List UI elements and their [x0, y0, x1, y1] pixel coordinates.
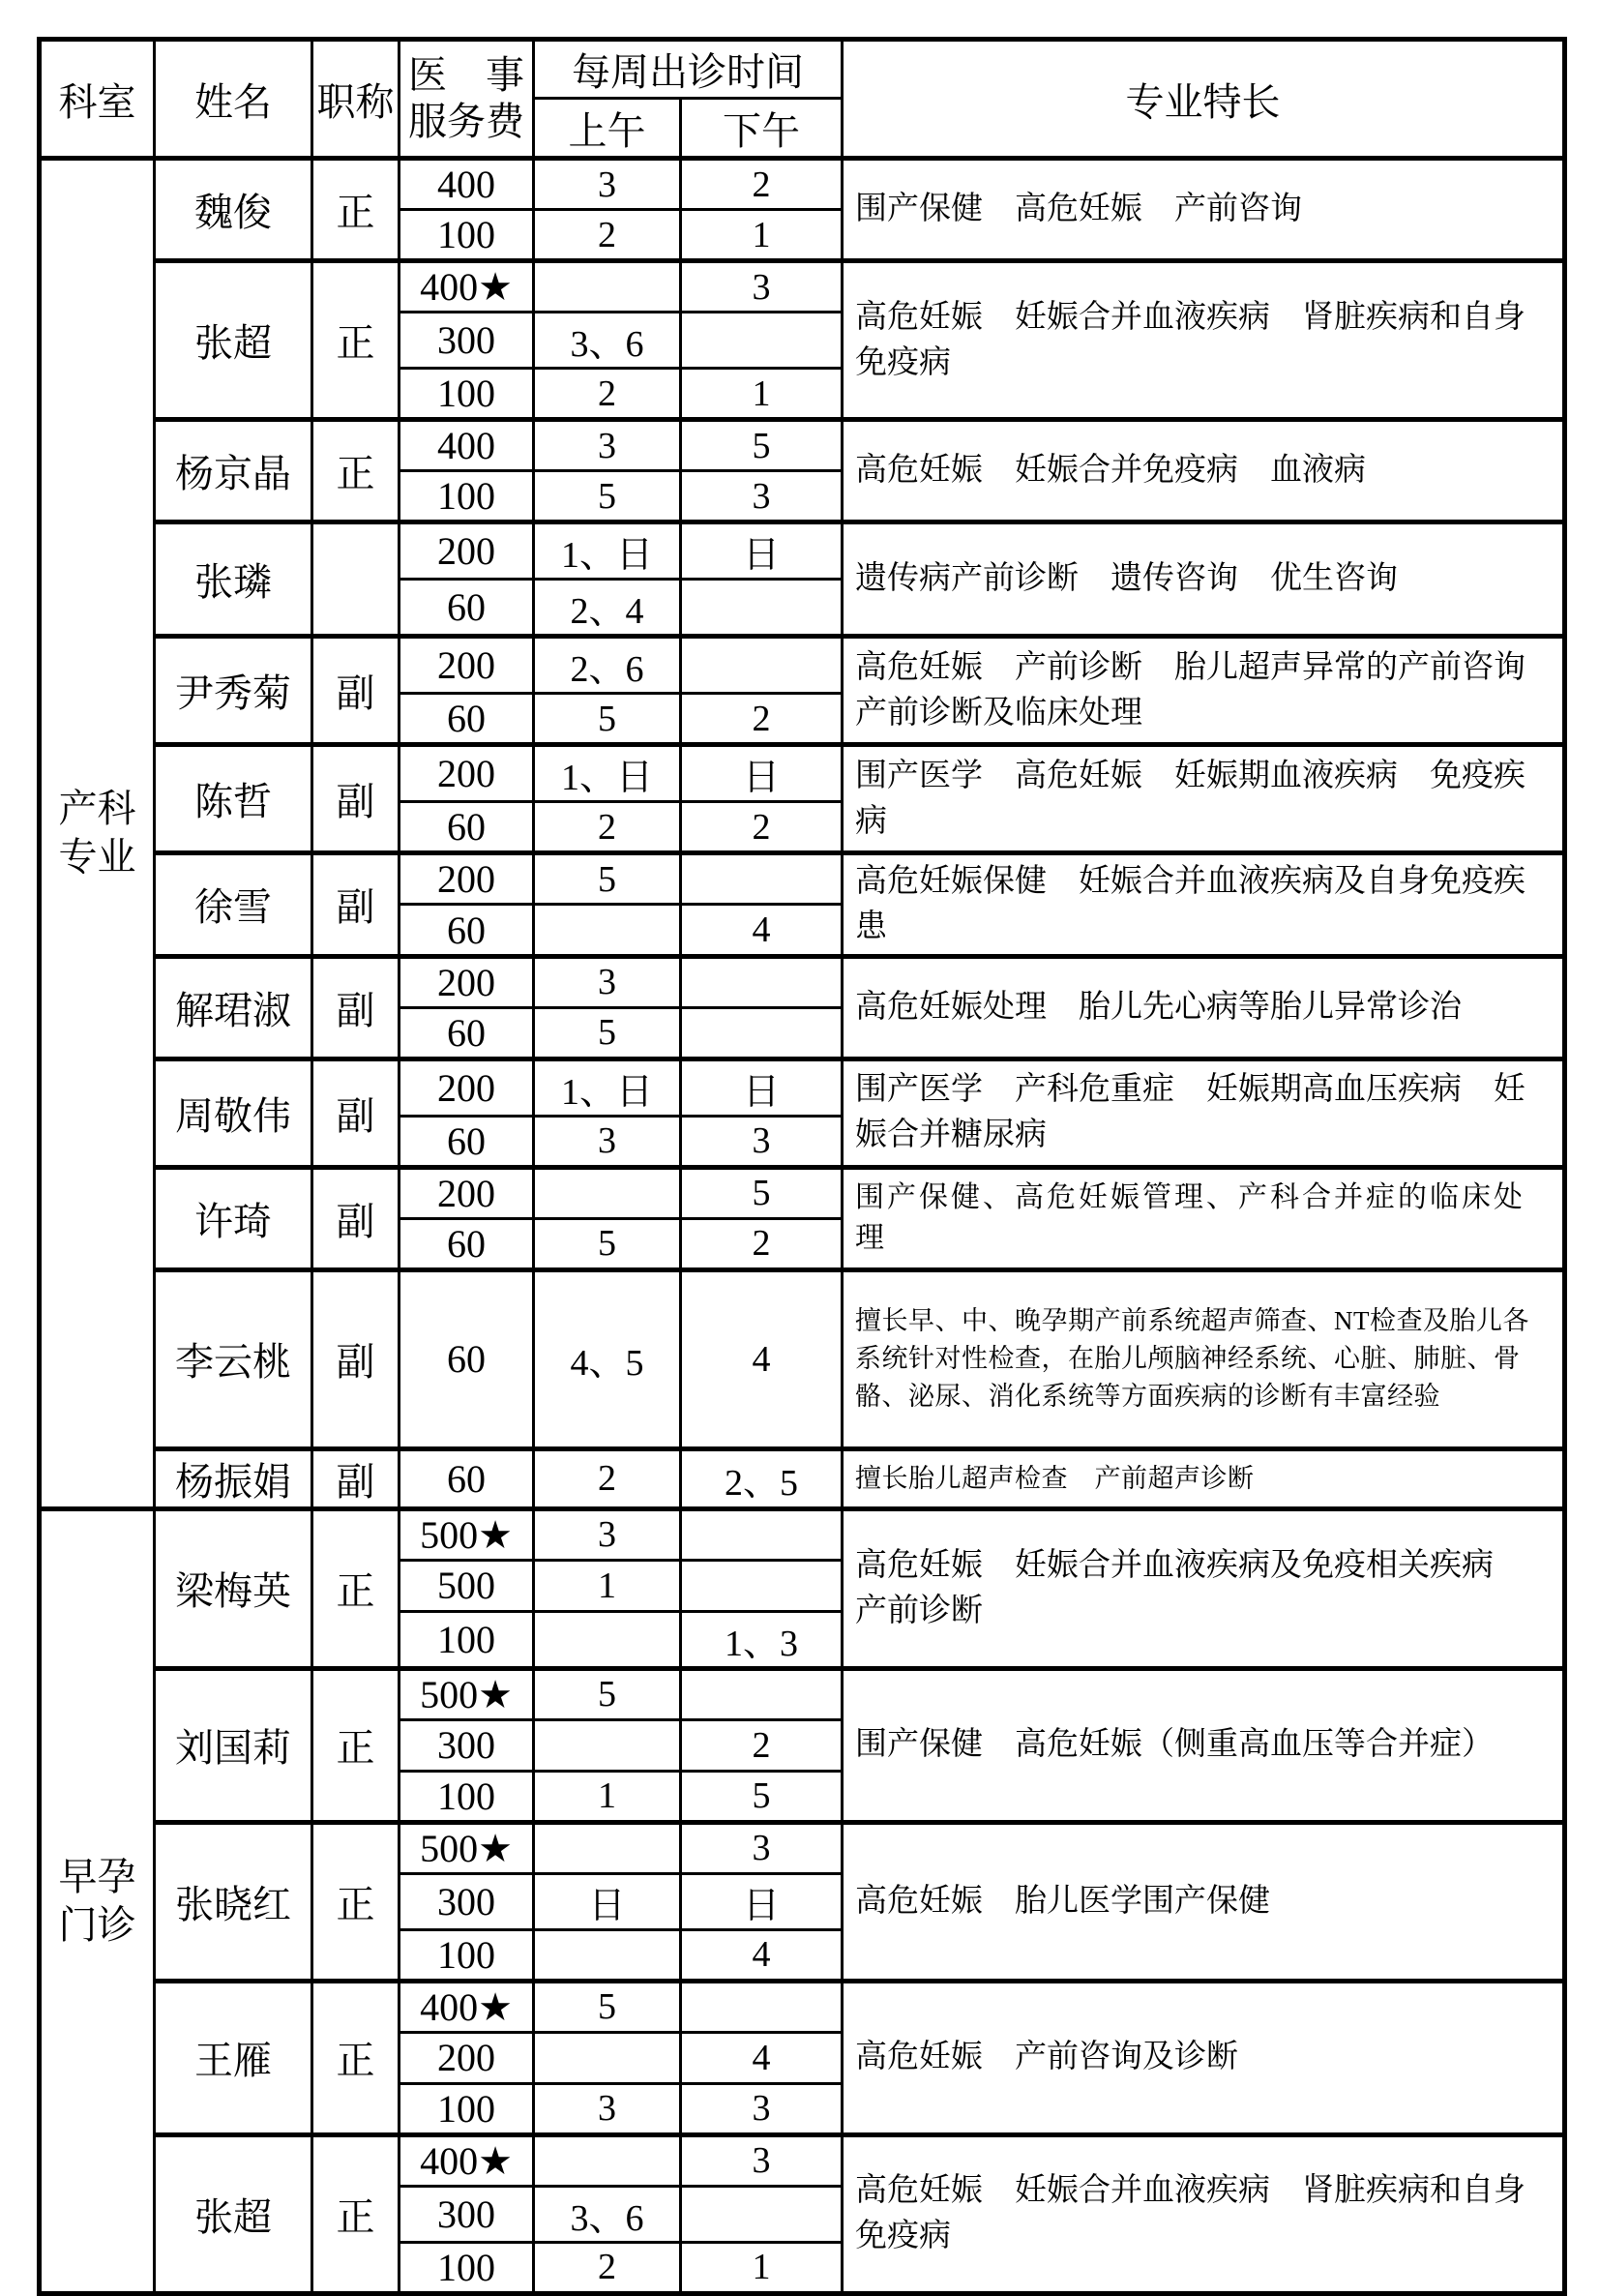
fee-value: 60: [400, 694, 534, 745]
fee-value: 300: [400, 1873, 534, 1929]
am-value: 3: [534, 2083, 681, 2134]
am-value: 2: [534, 210, 681, 261]
specialty-text: 围产医学 产科危重症 妊娠期高血压疾病 妊娠合并糖尿病: [843, 1059, 1565, 1167]
doctor-name: 解珺淑: [155, 956, 312, 1059]
pm-value: [681, 2186, 843, 2242]
am-value: 5: [534, 853, 681, 905]
pm-value: 日: [681, 745, 843, 802]
specialty-text: 遗传病产前诊断 遗传咨询 优生咨询: [843, 522, 1565, 637]
am-value: 3: [534, 159, 681, 210]
pm-value: 1: [681, 369, 843, 420]
fee-value: 60: [400, 1116, 534, 1167]
fee-value: 200: [400, 956, 534, 1007]
doctor-title: 副: [312, 1059, 400, 1167]
fee-value: 500★: [400, 1668, 534, 1719]
pm-value: [681, 1508, 843, 1560]
doctor-name: 张超: [155, 261, 312, 420]
doctor-title: 正: [312, 420, 400, 522]
pm-value: 日: [681, 1873, 843, 1929]
header-name: 姓名: [155, 40, 312, 159]
doctor-title: 正: [312, 2134, 400, 2293]
pm-value: [681, 1668, 843, 1719]
am-value: 1、日: [534, 1059, 681, 1116]
am-value: 2、4: [534, 580, 681, 637]
fee-value: 60: [400, 580, 534, 637]
am-value: 1: [534, 1560, 681, 1611]
am-value: 3: [534, 1116, 681, 1167]
fee-value: 300: [400, 2186, 534, 2242]
am-value: 5: [534, 1981, 681, 2032]
pm-value: [681, 1007, 843, 1059]
header-title: 职称: [312, 40, 400, 159]
fee-value: 100: [400, 1929, 534, 1981]
pm-value: 2: [681, 694, 843, 745]
am-value: 2、6: [534, 637, 681, 694]
doctor-title: 副: [312, 853, 400, 957]
fee-value: 200: [400, 1059, 534, 1116]
am-value: 3、6: [534, 313, 681, 369]
doctor-title: 副: [312, 1269, 400, 1448]
header-schedule: 每周出诊时间: [534, 40, 843, 99]
doctor-title: 副: [312, 637, 400, 745]
am-value: [534, 1167, 681, 1218]
fee-value: 100: [400, 2083, 534, 2134]
pm-value: 3: [681, 1116, 843, 1167]
am-value: 3: [534, 420, 681, 471]
specialty-text: 高危妊娠保健 妊娠合并血液疾病及自身免疫疾患: [843, 853, 1565, 957]
specialty-text: 围产保健、高危妊娠管理、产科合并症的临床处理: [843, 1167, 1565, 1269]
pm-value: 4: [681, 1929, 843, 1981]
pm-value: 日: [681, 522, 843, 580]
pm-value: [681, 853, 843, 905]
am-value: [534, 2032, 681, 2083]
pm-value: [681, 1560, 843, 1611]
fee-value: 400★: [400, 2134, 534, 2186]
pm-value: 1: [681, 2242, 843, 2293]
fee-value: 200: [400, 745, 534, 802]
doctor-title: 副: [312, 1448, 400, 1508]
doctor-name: 张超: [155, 2134, 312, 2293]
pm-value: 4: [681, 1269, 843, 1448]
am-value: 5: [534, 1668, 681, 1719]
doctor-name: 梁梅英: [155, 1508, 312, 1668]
pm-value: 5: [681, 420, 843, 471]
doctor-title: 副: [312, 745, 400, 853]
am-value: [534, 905, 681, 956]
doctor-name: 李云桃: [155, 1269, 312, 1448]
pm-value: 1: [681, 210, 843, 261]
pm-value: 3: [681, 1822, 843, 1873]
pm-value: 3: [681, 2083, 843, 2134]
doctor-title: 正: [312, 1822, 400, 1981]
dept-line2: 门诊: [58, 1902, 136, 1947]
header-pm: 下午: [681, 99, 843, 159]
am-value: [534, 1822, 681, 1873]
dept-line1: 早孕: [58, 1854, 136, 1898]
fee-value: 100: [400, 1771, 534, 1822]
header-am: 上午: [534, 99, 681, 159]
am-value: 2: [534, 802, 681, 853]
fee-value: 200: [400, 2032, 534, 2083]
fee-value: 300: [400, 1719, 534, 1771]
pm-value: 5: [681, 1167, 843, 1218]
fee-value: 200: [400, 1167, 534, 1218]
pm-value: 2: [681, 159, 843, 210]
header-specialty: 专业特长: [843, 40, 1565, 159]
specialty-text: 围产保健 高危妊娠 产前咨询: [843, 159, 1565, 261]
doctor-title: 副: [312, 1167, 400, 1269]
doctor-name: 张晓红: [155, 1822, 312, 1981]
specialty-text: 擅长胎儿超声检查 产前超声诊断: [843, 1448, 1565, 1508]
fee-value: 500: [400, 1560, 534, 1611]
doctor-title: [312, 522, 400, 637]
am-value: 2: [534, 1448, 681, 1508]
am-value: 1、日: [534, 745, 681, 802]
am-value: [534, 1611, 681, 1668]
am-value: 5: [534, 1007, 681, 1059]
fee-value: 60: [400, 1448, 534, 1508]
am-value: 5: [534, 694, 681, 745]
doctor-title: 副: [312, 956, 400, 1059]
fee-value: 400: [400, 159, 534, 210]
pm-value: 3: [681, 471, 843, 522]
am-value: 3: [534, 1508, 681, 1560]
dept-line2: 专业: [58, 835, 136, 880]
pm-value: 3: [681, 261, 843, 313]
pm-value: [681, 580, 843, 637]
doctor-name: 许琦: [155, 1167, 312, 1269]
am-value: 5: [534, 471, 681, 522]
fee-value: 60: [400, 1007, 534, 1059]
pm-value: 2、5: [681, 1448, 843, 1508]
dept-line1: 产科: [58, 787, 136, 831]
specialty-text: 高危妊娠 妊娠合并血液疾病 肾脏疾病和自身免疫病: [843, 261, 1565, 420]
doctor-name: 张璘: [155, 522, 312, 637]
dept-cell: [40, 1508, 155, 2293]
fee-value: 60: [400, 1218, 534, 1269]
header-dept: 科室: [40, 40, 155, 159]
fee-value: 300: [400, 313, 534, 369]
am-value: 1: [534, 1771, 681, 1822]
fee-value: 60: [400, 1269, 534, 1448]
fee-value: 100: [400, 210, 534, 261]
specialty-text: 高危妊娠 胎儿医学围产保健: [843, 1822, 1565, 1981]
header-fee: [400, 40, 534, 159]
am-value: [534, 2134, 681, 2186]
doctor-title: 正: [312, 1508, 400, 1668]
dept-cell: [40, 159, 155, 1509]
specialty-text: 高危妊娠 产前咨询及诊断: [843, 1981, 1565, 2134]
header-fee-line1: 医 事: [408, 53, 524, 97]
doctor-schedule-table: [37, 37, 1567, 2296]
fee-value: 200: [400, 522, 534, 580]
doctor-title: 正: [312, 1981, 400, 2134]
doctor-title: 正: [312, 261, 400, 420]
specialty-text: 高危妊娠 妊娠合并血液疾病及免疫相关疾病 产前诊断: [843, 1508, 1565, 1668]
doctor-name: 魏俊: [155, 159, 312, 261]
doctor-title: 正: [312, 159, 400, 261]
pm-value: [681, 313, 843, 369]
header-fee-line2: 服务费: [408, 100, 524, 143]
pm-value: 4: [681, 905, 843, 956]
pm-value: 5: [681, 1771, 843, 1822]
fee-value: 100: [400, 471, 534, 522]
fee-value: 60: [400, 802, 534, 853]
doctor-name: 杨振娟: [155, 1448, 312, 1508]
doctor-name: 尹秀菊: [155, 637, 312, 745]
am-value: [534, 1929, 681, 1981]
am-value: [534, 261, 681, 313]
am-value: 5: [534, 1218, 681, 1269]
am-value: [534, 1719, 681, 1771]
pm-value: 1、3: [681, 1611, 843, 1668]
doctor-name: 周敬伟: [155, 1059, 312, 1167]
am-value: 3、6: [534, 2186, 681, 2242]
fee-value: 100: [400, 2242, 534, 2293]
doctor-name: 徐雪: [155, 853, 312, 957]
fee-value: 200: [400, 637, 534, 694]
am-value: 2: [534, 2242, 681, 2293]
doctor-name: 刘国莉: [155, 1668, 312, 1822]
specialty-text: 围产保健 高危妊娠（侧重高血压等合并症）: [843, 1668, 1565, 1822]
fee-value: 100: [400, 369, 534, 420]
fee-value: 400★: [400, 1981, 534, 2032]
am-value: 日: [534, 1873, 681, 1929]
pm-value: 4: [681, 2032, 843, 2083]
fee-value: 400: [400, 420, 534, 471]
am-value: 2: [534, 369, 681, 420]
pm-value: [681, 637, 843, 694]
specialty-text: 高危妊娠 妊娠合并免疫病 血液病: [843, 420, 1565, 522]
am-value: 1、日: [534, 522, 681, 580]
specialty-text: 高危妊娠 妊娠合并血液疾病 肾脏疾病和自身免疫病: [843, 2134, 1565, 2293]
fee-value: 400★: [400, 261, 534, 313]
doctor-name: 陈哲: [155, 745, 312, 853]
fee-value: 500★: [400, 1822, 534, 1873]
pm-value: 2: [681, 802, 843, 853]
fee-value: 500★: [400, 1508, 534, 1560]
am-value: 4、5: [534, 1269, 681, 1448]
pm-value: 2: [681, 1218, 843, 1269]
doctor-name: 王雁: [155, 1981, 312, 2134]
pm-value: [681, 956, 843, 1007]
am-value: 3: [534, 956, 681, 1007]
specialty-text: 高危妊娠处理 胎儿先心病等胎儿异常诊治: [843, 956, 1565, 1059]
fee-value: 100: [400, 1611, 534, 1668]
specialty-text: 高危妊娠 产前诊断 胎儿超声异常的产前咨询 产前诊断及临床处理: [843, 637, 1565, 745]
fee-value: 60: [400, 905, 534, 956]
pm-value: 3: [681, 2134, 843, 2186]
doctor-name: 杨京晶: [155, 420, 312, 522]
doctor-title: 正: [312, 1668, 400, 1822]
pm-value: 日: [681, 1059, 843, 1116]
pm-value: [681, 1981, 843, 2032]
specialty-text: 擅长早、中、晚孕期产前系统超声筛查、NT检查及胎儿各系统针对性检查，在胎儿颅脑神经系统、心脏、肺脏、骨骼、泌尿、消化系统等方面疾病的诊断有丰富经验: [843, 1269, 1565, 1448]
fee-value: 200: [400, 853, 534, 905]
specialty-text: 围产医学 高危妊娠 妊娠期血液疾病 免疫疾病: [843, 745, 1565, 853]
pm-value: 2: [681, 1719, 843, 1771]
